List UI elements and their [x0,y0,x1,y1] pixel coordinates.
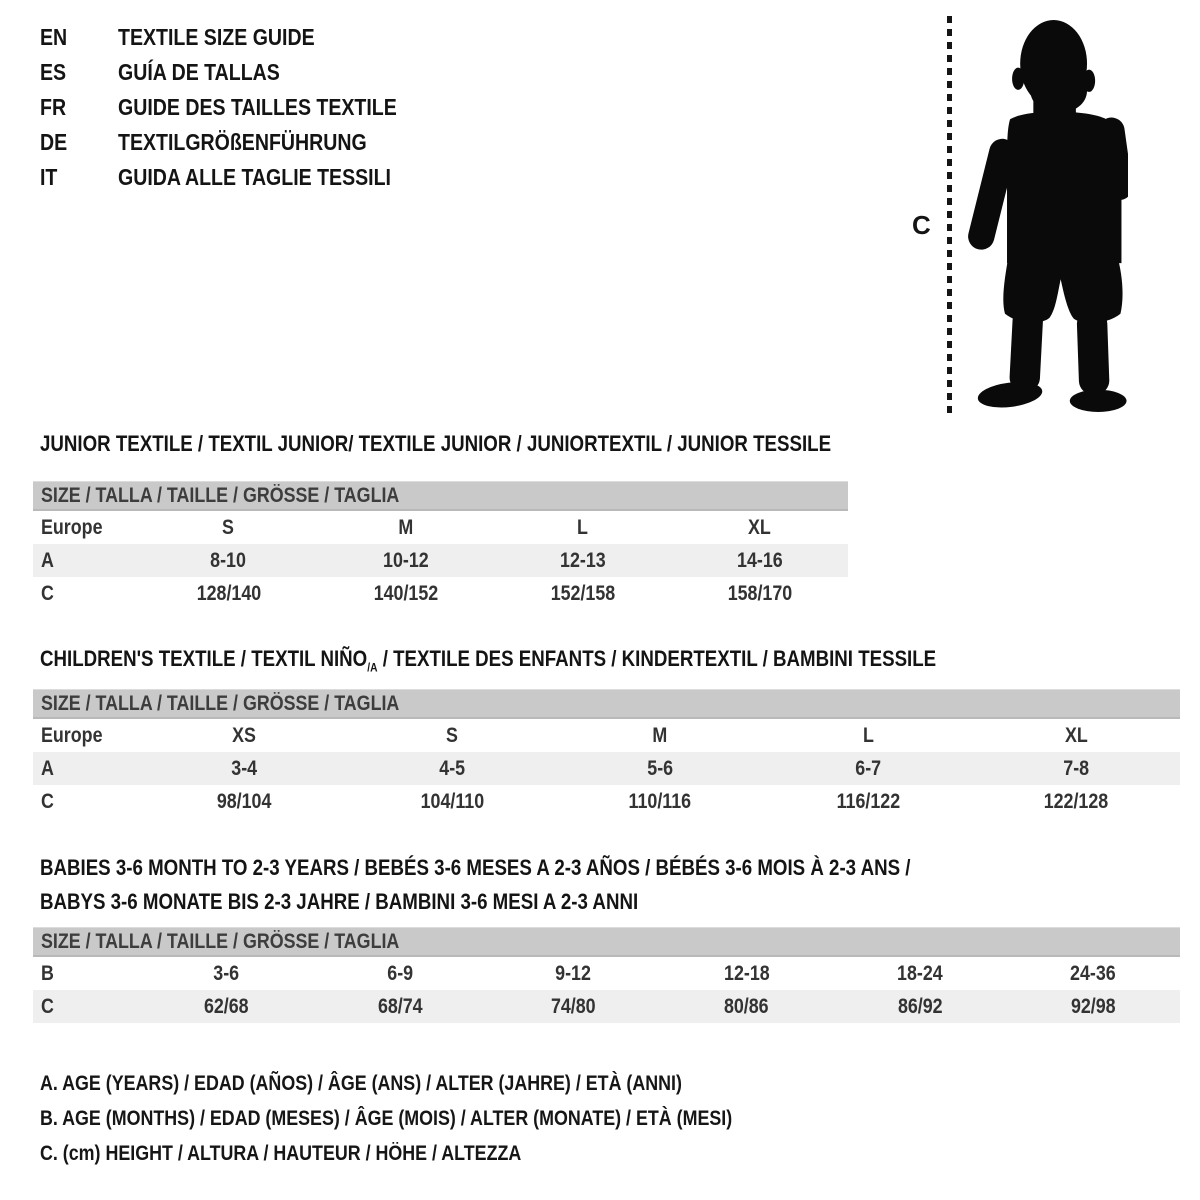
babies-table-header-bar [33,927,1180,957]
table-cell: 24-36 [1070,961,1117,985]
row-label: B [41,961,54,985]
row-label: Europe [41,723,103,747]
table-cell: 6-7 [855,756,881,780]
language-title: GUÍA DE TALLAS [118,59,280,85]
table-row [33,785,1180,818]
table-cell: S [222,515,235,539]
language-title: TEXTILGRÖßENFÜHRUNG [118,129,367,155]
table-cell: 6-9 [387,961,413,985]
table-cell: 3-6 [213,961,240,985]
table-cell: 12-18 [723,961,770,985]
table-cell: 98/104 [216,789,272,813]
language-row [40,160,446,195]
height-measure-label: C [912,210,931,240]
junior-table-header-bar [33,481,848,511]
table-cell: 140/152 [373,581,438,605]
language-row [40,55,446,90]
table-cell: L [862,723,874,747]
table-row [33,990,1180,1023]
height-dashed-line [947,16,952,418]
babies-size-table [33,927,1180,1023]
legend-line-a: A. AGE (YEARS) / EDAD (AÑOS) / ÂGE (ANS) / ALTER (JAHRE) / ETÀ (ANNI) [40,1071,682,1095]
table-cell: 122/128 [1043,789,1109,813]
table-cell: 9-12 [555,961,592,985]
row-label: C [41,581,54,605]
table-cell: 80/86 [724,994,769,1018]
table-row [33,719,1180,752]
language-code: EN [40,24,68,50]
table-cell: 7-8 [1063,756,1089,780]
table-cell: 128/140 [196,581,261,605]
size-header-label: SIZE / TALLA / TAILLE / GRÖSSE / TAGLIA [41,691,400,715]
language-row [40,20,446,55]
junior-size-table [33,481,848,610]
table-cell: XL [748,515,771,539]
language-row [40,125,446,160]
row-label: Europe [41,515,103,539]
size-header-label: SIZE / TALLA / TAILLE / GRÖSSE / TAGLIA [41,929,400,953]
table-row [33,544,848,577]
row-label: C [41,789,54,813]
table-cell: 4-5 [439,756,465,780]
table-cell: 86/92 [897,994,943,1018]
table-cell: M [652,723,668,747]
table-row [33,577,848,610]
table-cell: 14-16 [736,548,783,572]
table-cell: M [398,515,413,539]
table-cell: 12-13 [559,548,606,572]
table-cell: XL [1064,723,1088,747]
size-header-label: SIZE / TALLA / TAILLE / GRÖSSE / TAGLIA [41,483,400,507]
language-code: FR [40,94,67,120]
legend-line-b: B. AGE (MONTHS) / EDAD (MESES) / ÂGE (MOIS) / ALTER (MONATE) / ETÀ (MESI) [40,1106,733,1130]
children-table-header-bar [33,689,1180,719]
title-subscript: /A [367,660,378,675]
table-cell: 62/68 [204,994,249,1018]
table-cell: 152/158 [550,581,615,605]
table-cell: S [446,723,458,747]
language-title: TEXTILE SIZE GUIDE [118,24,315,50]
table-cell: 5-6 [647,756,673,780]
toddler-silhouette-image [963,18,1128,413]
table-cell: 18-24 [897,961,943,985]
language-list [40,20,446,195]
table-cell: 92/98 [1070,994,1116,1018]
language-title: GUIDE DES TAILLES TEXTILE [118,94,397,120]
legend-line-c: C. (cm) HEIGHT / ALTURA / HAUTEUR / HÖHE / ALTEZZA [40,1141,522,1165]
language-code: DE [40,129,68,155]
language-title: GUIDA ALLE TAGLIE TESSILI [118,164,391,190]
row-label: C [41,994,54,1018]
table-cell: 8-10 [210,548,247,572]
table-cell: XS [232,723,256,747]
children-section-title: CHILDREN'S TEXTILE / TEXTIL $NIÑO_{/A}$ / TEXTILE DES ENFANTS / KINDERTEXTIL / BAMBINI TESSILE [40,646,937,675]
table-row [33,511,848,544]
junior-section-title: JUNIOR TEXTILE / TEXTIL JUNIOR/ TEXTILE JUNIOR / JUNIORTEXTIL / JUNIOR TESSILE [40,431,832,456]
table-row [33,957,1180,990]
table-cell: L [577,515,588,539]
babies-section-title-line1: BABIES 3-6 MONTH TO 2-3 YEARS / BEBÉS 3-6 MESES A 2-3 AÑOS / BÉBÉS 3-6 MOIS À 2-3 ANS / [40,855,911,880]
table-cell: 3-4 [231,756,257,780]
table-row [33,752,1180,785]
babies-section-title-line2: BABYS 3-6 MONATE BIS 2-3 JAHRE / BAMBINI 3-6 MESI A 2-3 ANNI [40,889,639,914]
row-label: A [41,548,54,572]
table-cell: 74/80 [550,994,596,1018]
row-label: A [41,756,54,780]
table-cell: 110/116 [628,789,692,813]
table-cell: 104/110 [420,789,484,813]
measurement-legend [40,1066,854,1171]
table-cell: 116/122 [836,789,900,813]
children-size-table [33,689,1180,818]
table-cell: 158/170 [727,581,792,605]
language-code: IT [40,164,58,190]
language-code: ES [40,59,67,85]
language-row [40,90,446,125]
table-cell: 10-12 [382,548,429,572]
table-cell: 68/74 [377,994,423,1018]
